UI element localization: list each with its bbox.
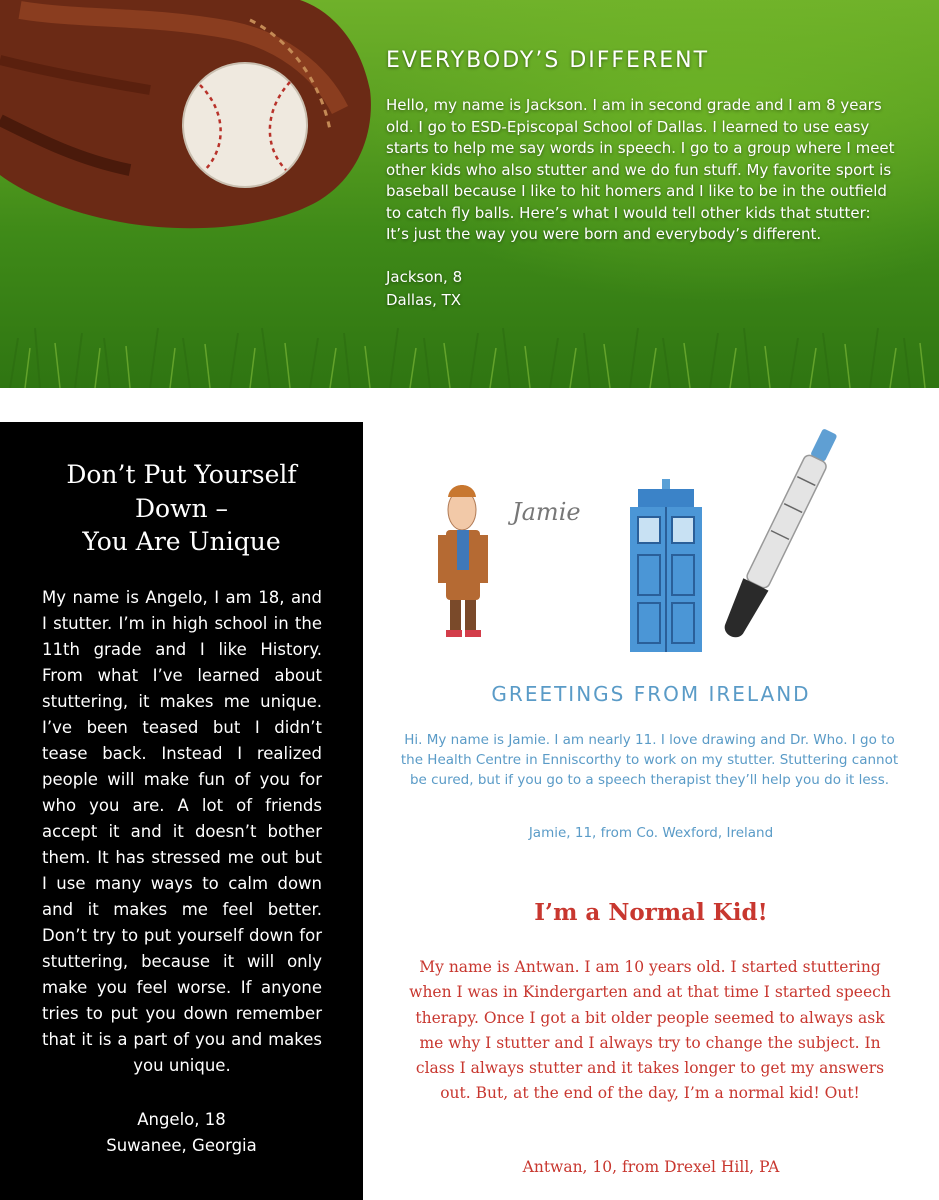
left-title-line-2: Down – <box>134 493 229 523</box>
banner-story <box>386 48 896 312</box>
banner-signature <box>386 266 896 312</box>
ireland-title: GREETINGS FROM IRELAND <box>491 682 811 706</box>
angelo-story-panel <box>0 422 363 1200</box>
left-author: Angelo, 18 <box>137 1109 226 1129</box>
doctor-figure-drawing <box>438 485 488 637</box>
normal-kid-signature: Antwan, 10, from Drexel Hill, PA <box>522 1158 780 1176</box>
banner-title: EVERYBODY’S DIFFERENT <box>386 48 710 73</box>
ireland-body: Hi. My name is Jamie. I am nearly 11. I love drawing and Dr. Who. I go to the Health Centre in Enniscorthy to work on my stutter. Stuttering cannot be cured, but if you go to a speech therapist they’ll help you do it less. <box>400 732 899 788</box>
childs-drawing <box>400 405 900 675</box>
ireland-signature: Jamie, 11, from Co. Wexford, Ireland <box>528 825 774 841</box>
sonic-screwdriver-drawing <box>718 426 843 643</box>
left-title-line-3: You Are Unique <box>82 527 281 556</box>
normal-kid-title: I’m a Normal Kid! <box>534 899 768 926</box>
baseball-glove-illustration <box>0 0 400 260</box>
left-body: My name is Angelo, I am 18, and I stutter. I’m in high school in the 11th grade and I like History. From what I’ve learned about stuttering, it makes me unique. I’ve been teased but I didn’t tease back. Instead I realized people will make fun of you for who you are. A lot of friends accept it and it doesn’t bother them. It has stressed me out but I use many ways to calm down and it makes me feel better. Don’t try to put yourself down for stuttering, because it will only make you feel worse. If anyone tries to put you down remember that it is a part of you and makes you unique. <box>42 587 322 1075</box>
banner-body: Hello, my name is Jackson. I am in second grade and I am 8 years old. I go to ESD-Episcopal School of Dallas. I learned to use easy starts to help me say words in speech. I go to a group where I meet other kids who also stutter and we do fun stuff. My favorite sport is baseball because I like to hit homers and I like to be in the outfield to catch fly balls. Here’s what I would tell other kids that stutter: It’s just the way you were born and everybody’s different. <box>386 96 895 243</box>
left-title-line-1: Don’t Put Yourself <box>66 460 297 489</box>
baseball-banner <box>0 0 939 388</box>
banner-location: Dallas, TX <box>386 290 462 309</box>
tardis-drawing <box>630 479 702 652</box>
banner-author: Jackson, 8 <box>386 267 463 286</box>
left-signature <box>0 1107 363 1159</box>
left-title <box>20 458 343 559</box>
normal-kid-body: My name is Antwan. I am 10 years old. I started stuttering when I was in Kindergarten and at that time I started speech therapy. Once I got a bit older people seemed to always ask me why I stutter and I always try to change the subject. In class I always stutter and it takes longer to get my answers out. But, at the end of the day, I’m a normal kid! Out! <box>409 958 891 1103</box>
drawing-signature: Jamie <box>512 498 581 526</box>
left-location: Suwanee, Georgia <box>106 1135 257 1155</box>
